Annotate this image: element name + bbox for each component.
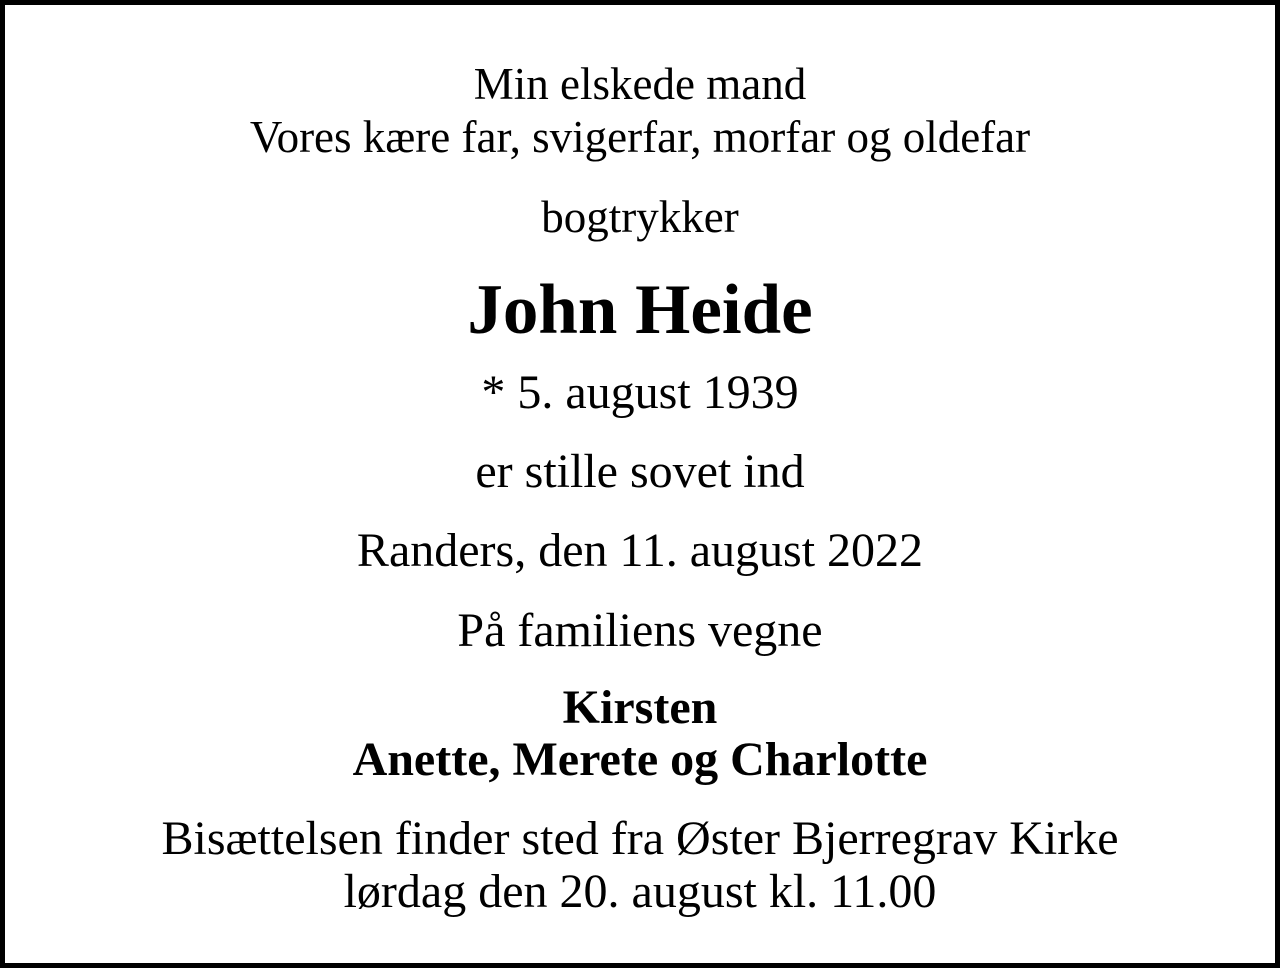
funeral-line-2: lørdag den 20. august kl. 11.00 [343, 865, 937, 918]
signatory-line-2: Anette, Merete og Charlotte [352, 733, 928, 786]
signatory-line-1: Kirsten [562, 681, 718, 734]
birth-date: * 5. august 1939 [481, 366, 799, 419]
intro-line-2: Vores kære far, svigerfar, morfar og oldefar [249, 112, 1031, 162]
intro-line-1: Min elskede mand [473, 59, 807, 109]
occupation: bogtrykker [541, 192, 739, 242]
passing-text: er stille sovet ind [475, 445, 805, 498]
on-behalf-text: På familiens vegne [457, 604, 823, 657]
deceased-name: John Heide [467, 271, 813, 349]
funeral-line-1: Bisættelsen finder sted fra Øster Bjerregrav Kirke [161, 812, 1119, 865]
place-and-date: Randers, den 11. august 2022 [356, 524, 924, 577]
